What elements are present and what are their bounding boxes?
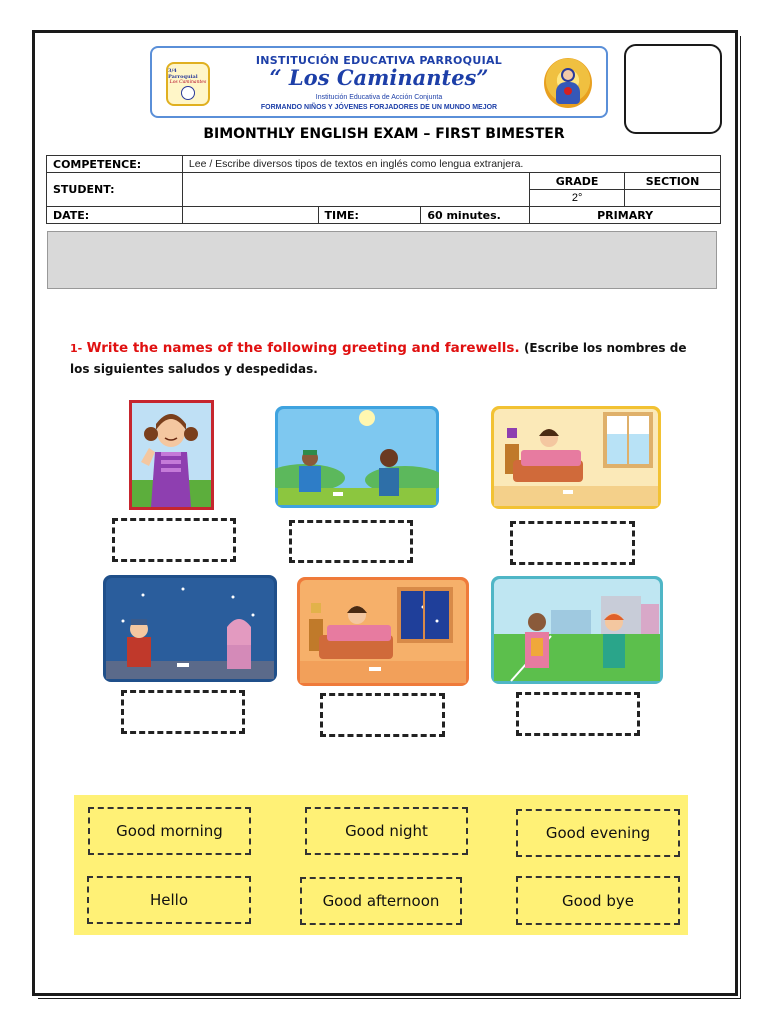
institution-name: INSTITUCIÓN EDUCATIVA PARROQUIAL — [255, 54, 503, 67]
level-value: PRIMARY — [530, 207, 721, 224]
student-label: STUDENT: — [47, 173, 183, 207]
date-field[interactable] — [182, 207, 318, 224]
student-info-table — [46, 155, 721, 224]
competence-label: COMPETENCE: — [47, 156, 183, 173]
logo-left-top: 3/4 Parroquial — [168, 68, 198, 80]
question-1 — [70, 338, 710, 379]
scene-bedroom-morning-image — [491, 406, 661, 509]
school-name: “ Los Caminantes” — [269, 65, 489, 90]
word-bank-panel — [74, 795, 688, 935]
competence-value: Lee / Escribe diversos tipos de textos en inglés como lengua extranjera. — [182, 156, 720, 173]
scene-hello-image — [129, 400, 214, 510]
answer-box-4[interactable] — [121, 690, 245, 734]
word-card-good-night: Good night — [305, 807, 468, 855]
instructions-bar — [47, 231, 717, 289]
date-label: DATE: — [47, 207, 183, 224]
answer-box-3[interactable] — [510, 521, 635, 565]
time-label: TIME: — [318, 207, 421, 224]
logo-left-mid: Los Caminantes — [169, 80, 207, 85]
time-value: 60 minutes. — [421, 207, 530, 224]
word-card-good-evening: Good evening — [516, 809, 680, 857]
section-label: SECTION — [625, 173, 721, 190]
virgin-mary-icon — [544, 58, 592, 108]
answer-box-6[interactable] — [516, 692, 640, 736]
grade-value: 2° — [530, 190, 625, 207]
word-card-good-morning: Good morning — [88, 807, 251, 855]
scene-good-evening-image — [103, 575, 277, 682]
answer-box-5[interactable] — [320, 693, 445, 737]
institution-subtitle: Institución Educativa de Acción Conjunta — [315, 94, 443, 101]
score-box[interactable] — [624, 44, 722, 134]
scene-good-night-image — [297, 577, 469, 686]
scene-good-morning-image — [275, 406, 439, 508]
student-name-field[interactable] — [182, 173, 529, 207]
school-header — [150, 46, 608, 118]
word-card-hello: Hello — [87, 876, 251, 924]
section-field[interactable] — [625, 190, 721, 207]
institution-motto: FORMANDO NIÑOS Y JÓVENES FORJADORES DE UN MUNDO MEJOR — [260, 104, 498, 111]
question-translation: (Escribe los nombres de los siguientes saludos y despedidas. — [70, 341, 687, 376]
question-number: 1- — [70, 342, 83, 355]
question-prompt: Write the names of the following greeting and farewells. — [86, 340, 520, 356]
answer-box-1[interactable] — [112, 518, 236, 562]
scene-good-bye-image — [491, 576, 663, 684]
grade-label: GRADE — [530, 173, 625, 190]
word-card-good-bye: Good bye — [516, 876, 680, 925]
word-card-good-afternoon: Good afternoon — [300, 877, 462, 925]
exam-title: BIMONTHLY ENGLISH EXAM – FIRST BIMESTER — [203, 126, 565, 142]
answer-box-2[interactable] — [289, 520, 413, 563]
